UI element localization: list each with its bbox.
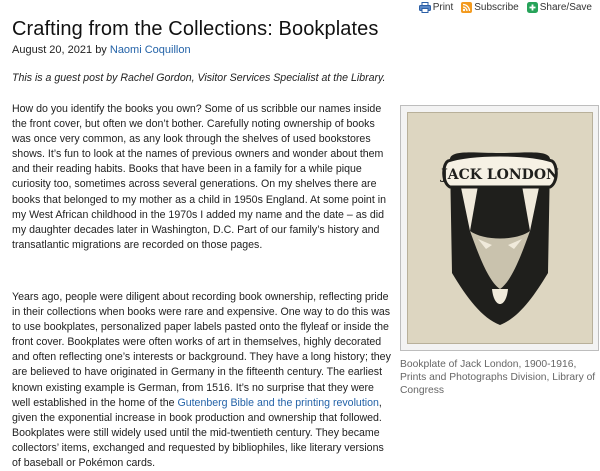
share-save-label: Share/Save [539,1,592,13]
post-byline-by: by [95,44,107,56]
subscribe-label: Subscribe [474,1,519,13]
print-label: Print [432,1,454,13]
wolf-head-icon [408,113,592,343]
post-meta [12,44,191,56]
share-save-button[interactable] [527,2,592,13]
post-date: August 20, 2021 [12,44,93,56]
post-title: Crafting from the Collections: Bookplates [12,18,379,40]
share-icon [527,2,538,13]
printer-icon [419,2,431,13]
print-button[interactable] [419,2,454,13]
bookplate-image [407,112,593,344]
paragraph-2 [12,290,392,471]
guest-post-intro: This is a guest post by Rachel Gordon, Visitor Services Specialist at the Library. [12,72,386,84]
subscribe-button[interactable] [461,2,518,13]
bookplate-figure[interactable] [400,105,599,351]
paragraph-1: How do you identify the books you own? Some of us scribble our names inside the front cover, but often we don’t bother. Carefully noting ownership of books was once very common, as any look through the shelves of used bookstores shows. It’s fun to look at the names of previous owners and wonder about them and their reading habits. Books that have been in a family for a while pique curiosity too, sometimes across several generations. On my shelves there are books that belonged to my mother as a child in 1950s England. At some point in my West African childhood in the 1970s I added my name and the date – as did my daughter decades later in Washington, D.C. Part of our family’s history and transatlantic migrations are recorded on those pages. [12,103,386,251]
bookplate-text: JACK LONDON [441,167,559,183]
post-toolbar [419,0,592,14]
gutenberg-bible-link[interactable]: Gutenberg Bible and the printing revolution [177,396,379,409]
paragraph-2-text: Years ago, people were diligent about recording book ownership, reflecting pride in their collections when books were rare and expensive. One way to do this was to use bookplates, personalized paper labels pasted onto the flyleaf or inside the front cover. Bookplates were often works of art in themselves, highly decorated and often reflecting one’s interests or background. They have a long history; they are believed to have originated in Germany in the fifteenth century. The earliest known existing example is German, from 1516. It’s no surprise that they were well established in the home of the [12,291,391,409]
rss-icon [461,2,472,13]
author-link[interactable]: Naomi Coquillon [109,44,191,56]
figure-caption: Bookplate of Jack London, 1900-1916, Prints and Photographs Division, Library of Congress [400,359,596,396]
paragraph-2-continued: , given the exponential increase in book production and ownership that followed. Bookplates were still widely used until the mid-twentieth century. They became collectors’ items, exchanged and requested by bibliophiles, like literary versions of baseball or Pokémon cards. [12,396,384,470]
